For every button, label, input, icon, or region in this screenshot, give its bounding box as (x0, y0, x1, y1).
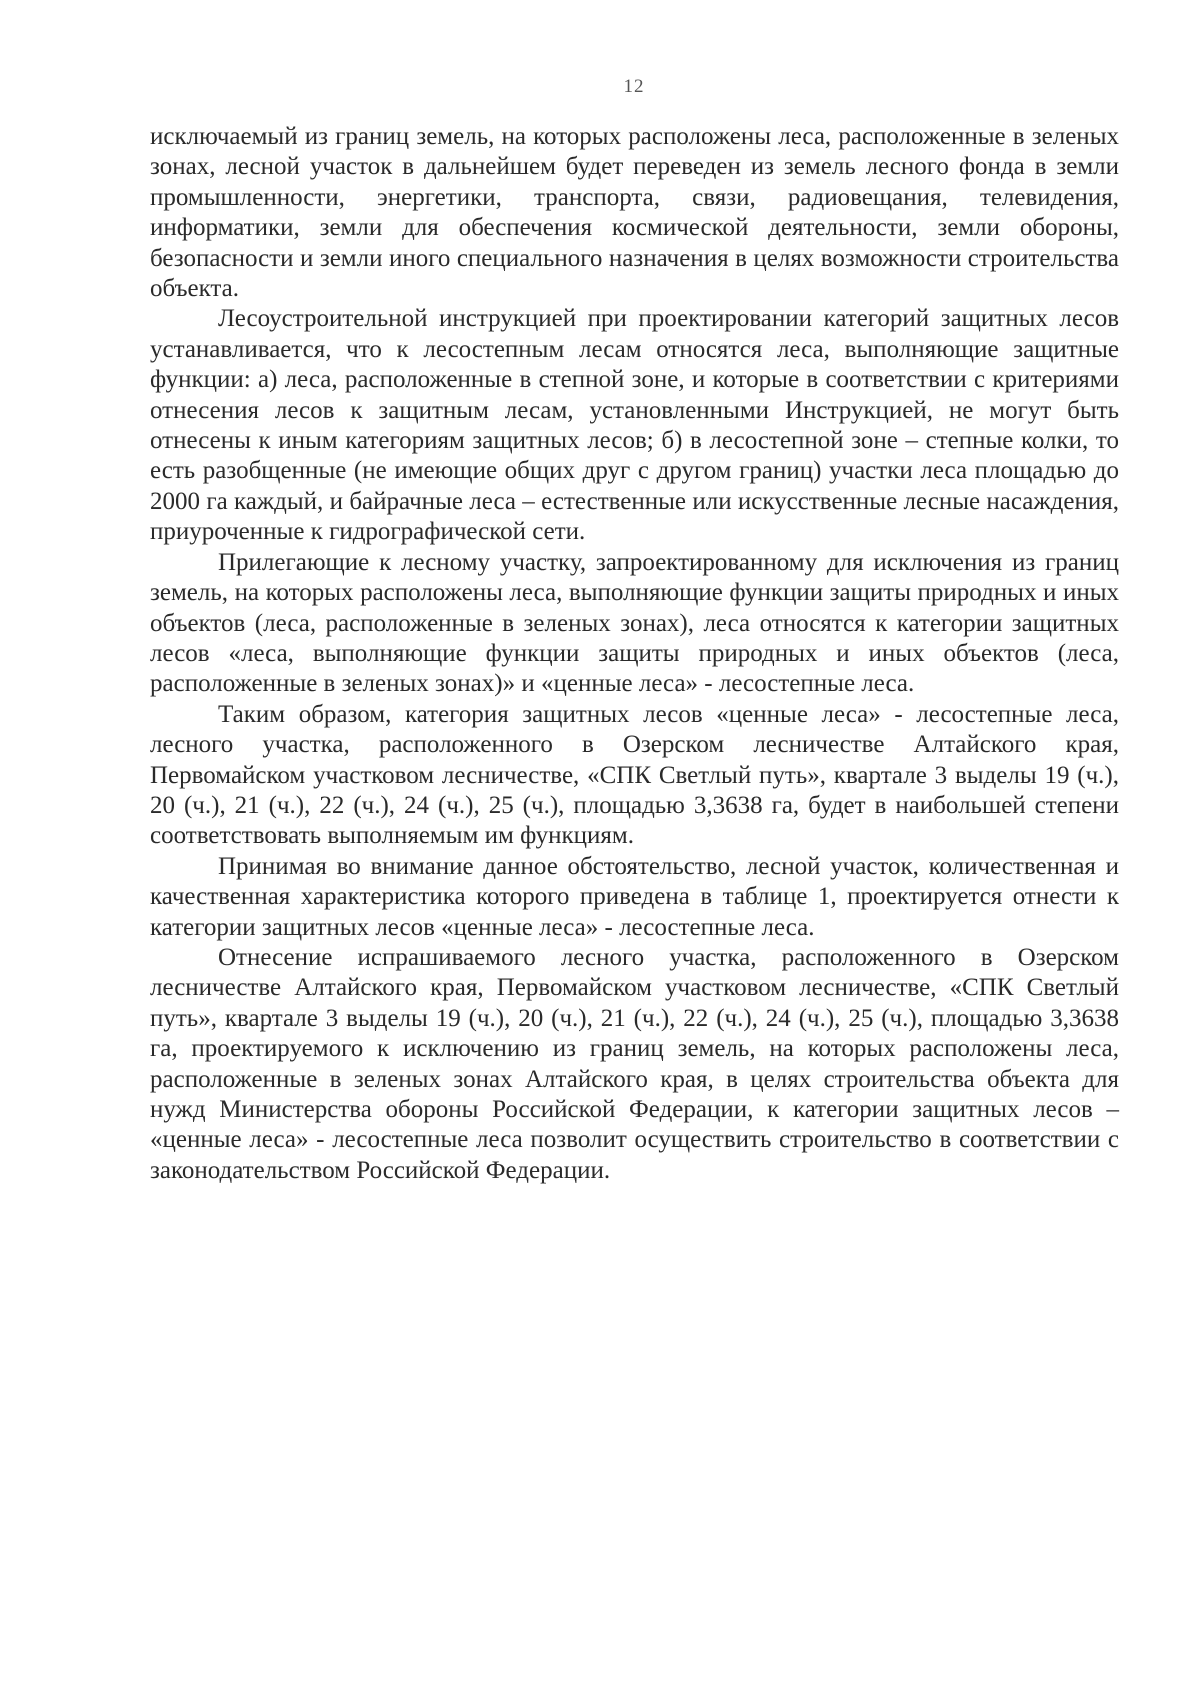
paragraph-forest-instruction: Лесоустроительной инструкцией при проектировании категорий защитных лесов устанавливается, что к лесостепным лесам относятся леса, выполняющие защитные функции: а) леса, расположенные в степной зоне, и которые в соответствии с критериями отнесения лесов к защитным лесам, установленными Инструкцией, не могут быть отнесены к иным категориям защитных лесов; б) в лесостепной зоне – степные колки, то есть разобщенные (не имеющие общих друг с другом границ) участки леса площадью до 2000 га каждый, и байрачные леса – естественные или искусственные лесные насаждения, приуроченные к гидрографической сети. (150, 305, 1119, 546)
paragraph-final-statement: Отнесение испрашиваемого лесного участка, расположенного в Озерском лесничестве Алтайского края, Первомайском участковом лесничестве, «СПК Светлый путь», квартале 3 выделы 19 (ч.), 20 (ч.), 21 (ч.), 22 (ч.), 24 (ч.), 25 (ч.), площадью 3,3638 га, проектируемого к исключению из границ земель, на которых расположены леса, расположенные в зеленых зонах Алтайского края, в целях строительства объекта для нужд Министерства обороны Российской Федерации, к категории защитных лесов – «ценные леса» - лесостепные леса позволит осуществить строительство в соответствии с законодательством Российской Федерации. (150, 943, 1119, 1184)
paragraph-category-conclusion: Таким образом, категория защитных лесов «ценные леса» - лесостепные леса, лесного участка, расположенного в Озерском лесничестве Алтайского края, Первомайском участковом лесничестве, «СПК Светлый путь», квартале 3 выделы 19 (ч.), 20 (ч.), 21 (ч.), 22 (ч.), 24 (ч.), 25 (ч.), площадью 3,3638 га, будет в наибольшей степени соответствовать выполняемым им функциям. (150, 700, 1119, 850)
page-number: 12 (623, 76, 645, 97)
paragraph-continuation: исключаемый из границ земель, на которых расположены леса, расположенные в зеленых зонах, лесной участок в дальнейшем будет переведен из земель лесного фонда в земли промышленности, энергетики, транспорта, связи, радиовещания, телевидения, информатики, земли для обеспечения космической деятельности, земли обороны, безопасности и земли иного специального назначения в целях возможности строительства объекта. (150, 123, 1119, 303)
paragraph-projected-category: Принимая во внимание данное обстоятельство, лесной участок, количественная и качественная характеристика которого приведена в таблице 1, проектируется отнести к категории защитных лесов «ценные леса» - лесостепные леса. (150, 852, 1119, 941)
document-body (150, 122, 1119, 1186)
paragraph-adjacent-forests: Прилегающие к лесному участку, запроектированному для исключения из границ земель, на которых расположены леса, выполняющие функции защиты природных и иных объектов (леса, расположенные в зеленых зонах), леса относятся к категории защитных лесов «леса, выполняющие функции защиты природных и иных объектов (леса, расположенные в зеленых зонах)» и «ценные леса» - лесостепные леса. (150, 548, 1119, 698)
